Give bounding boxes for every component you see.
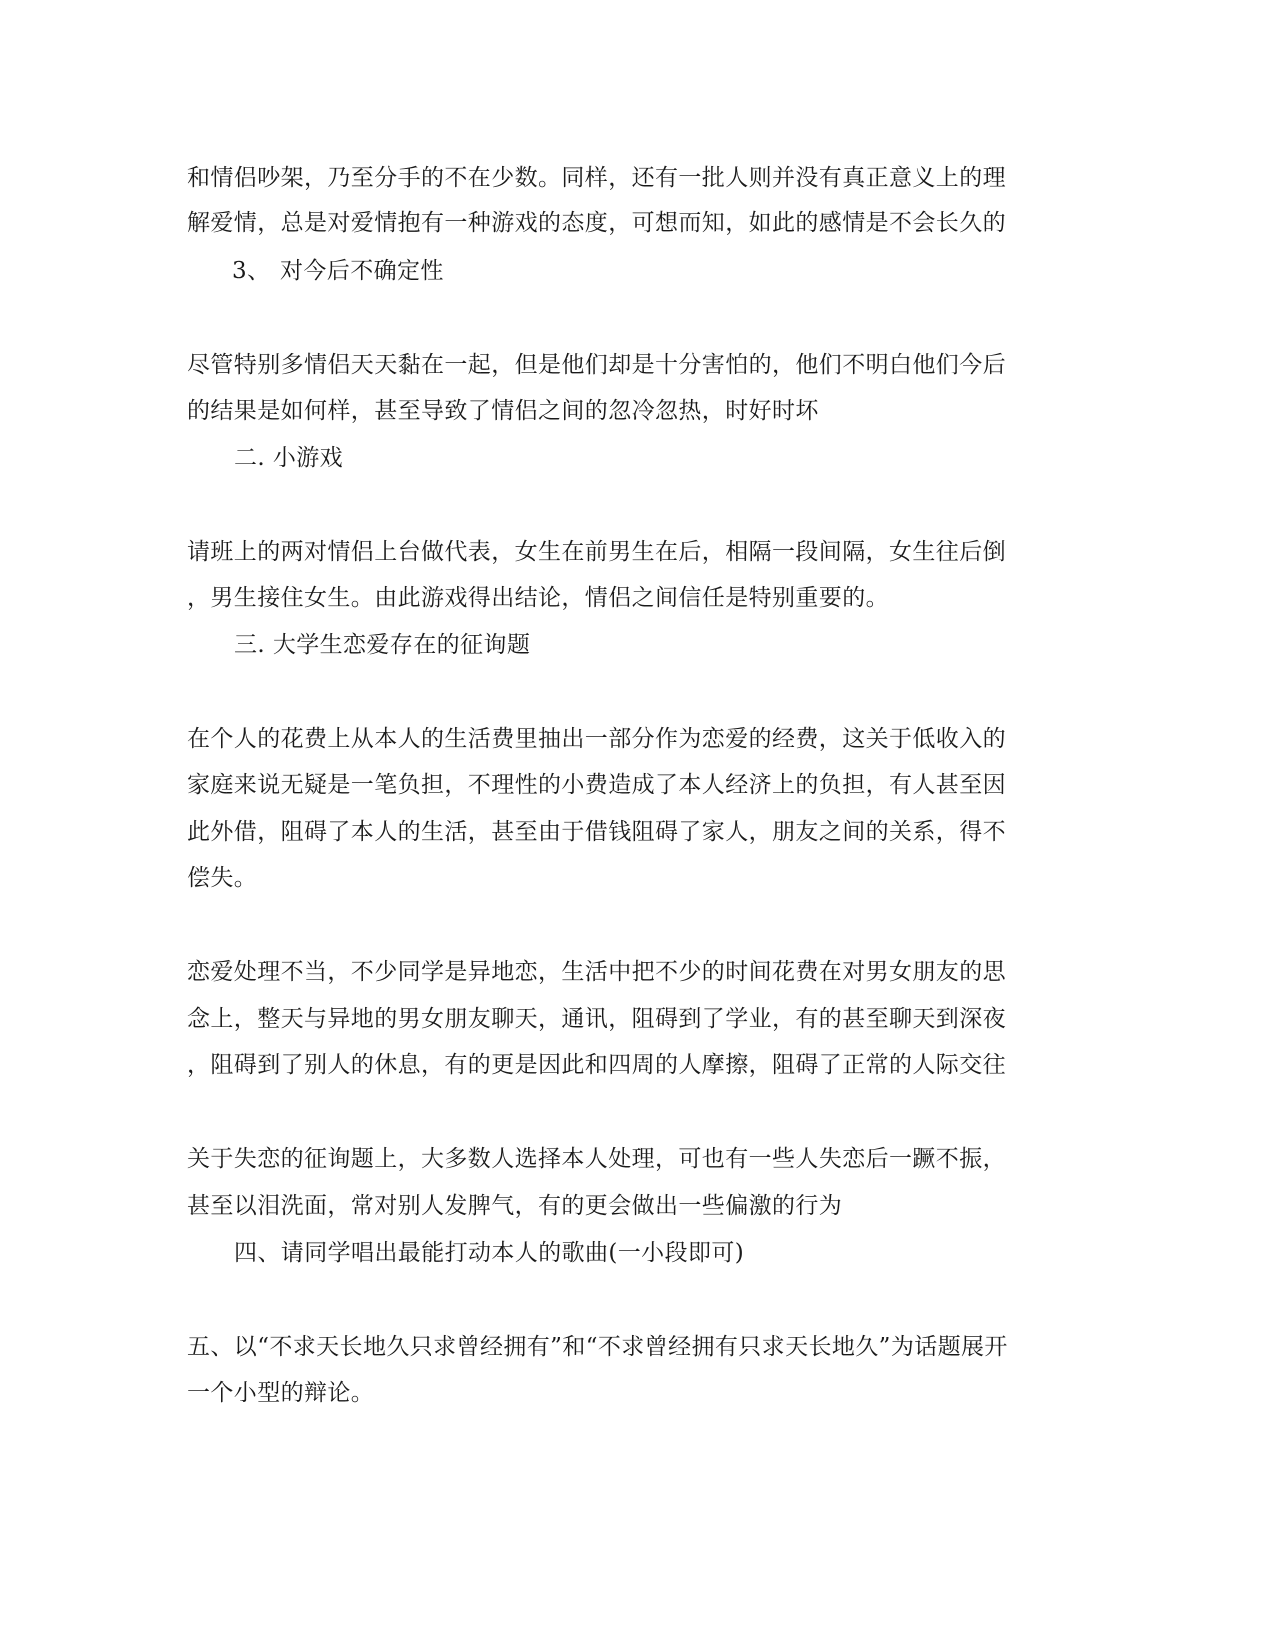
paragraph-line: 尽管特别多情侣天天黏在一起，但是他们却是十分害怕的，他们不明白他们今后 [187,352,1006,378]
paragraph-line: 和情侣吵架，乃至分手的不在少数。同样，还有一批人则并没有真正意义上的理 [187,165,1006,191]
paragraph-line: ，阻碍到了别人的休息，有的更是因此和四周的人摩擦，阻碍了正常的人际交往 [187,1052,1006,1078]
paragraph-line: 家庭来说无疑是一笔负担，不理性的小费造成了本人经济上的负担，有人甚至因 [187,772,1006,798]
section-heading-song: 四、请同学唱出最能打动本人的歌曲(一小段即可) [234,1240,745,1266]
paragraph-line: 一个小型的辩论。 [187,1380,375,1406]
paragraph-line: ，男生接住女生。由此游戏得出结论，情侣之间信任是特别重要的。 [187,585,889,611]
paragraph-line: 甚至以泪洗面，常对别人发脾气，有的更会做出一些偏激的行为 [187,1193,843,1219]
paragraph-line: 念上，整天与异地的男女朋友聊天，通讯，阻碍到了学业，有的甚至聊天到深夜 [187,1006,1006,1032]
paragraph-line: 恋爱处理不当，不少同学是异地恋，生活中把不少的时间花费在对男女朋友的思 [187,959,1006,985]
paragraph-line: 请班上的两对情侣上台做代表，女生在前男生在后，相隔一段间隔，女生往后倒 [187,539,1006,565]
paragraph-line: 此外借，阻碍了本人的生活，甚至由于借钱阻碍了家人，朋友之间的关系，得不 [187,819,1006,845]
section-heading-game: 二. 小游戏 [234,445,344,471]
section-heading-uncertainty [232,256,444,286]
paragraph-line: 在个人的花费上从本人的生活费里抽出一部分作为恋爱的经费，这关于低收入的 [187,726,1006,752]
paragraph-line: 解爱情，总是对爱情抱有一种游戏的态度，可想而知，如此的感情是不会长久的 [187,210,1006,236]
paragraph-line: 五、以“不求天长地久只求曾经拥有”和“不求曾经拥有只求天长地久”为话题展开 [187,1334,1008,1360]
paragraph-line: 偿失。 [187,865,258,891]
paragraph-line: 的结果是如何样，甚至导致了情侣之间的忽冷忽热，时好时坏 [187,398,819,424]
paragraph-line: 关于失恋的征询题上，大多数人选择本人处理，可也有一些人失恋后一蹶不振， [187,1146,1006,1172]
heading-text: 对今后不确定性 [280,258,444,284]
section-heading-survey: 三. 大学生恋爱存在的征询题 [234,632,531,658]
heading-number: 3、 [232,258,271,284]
